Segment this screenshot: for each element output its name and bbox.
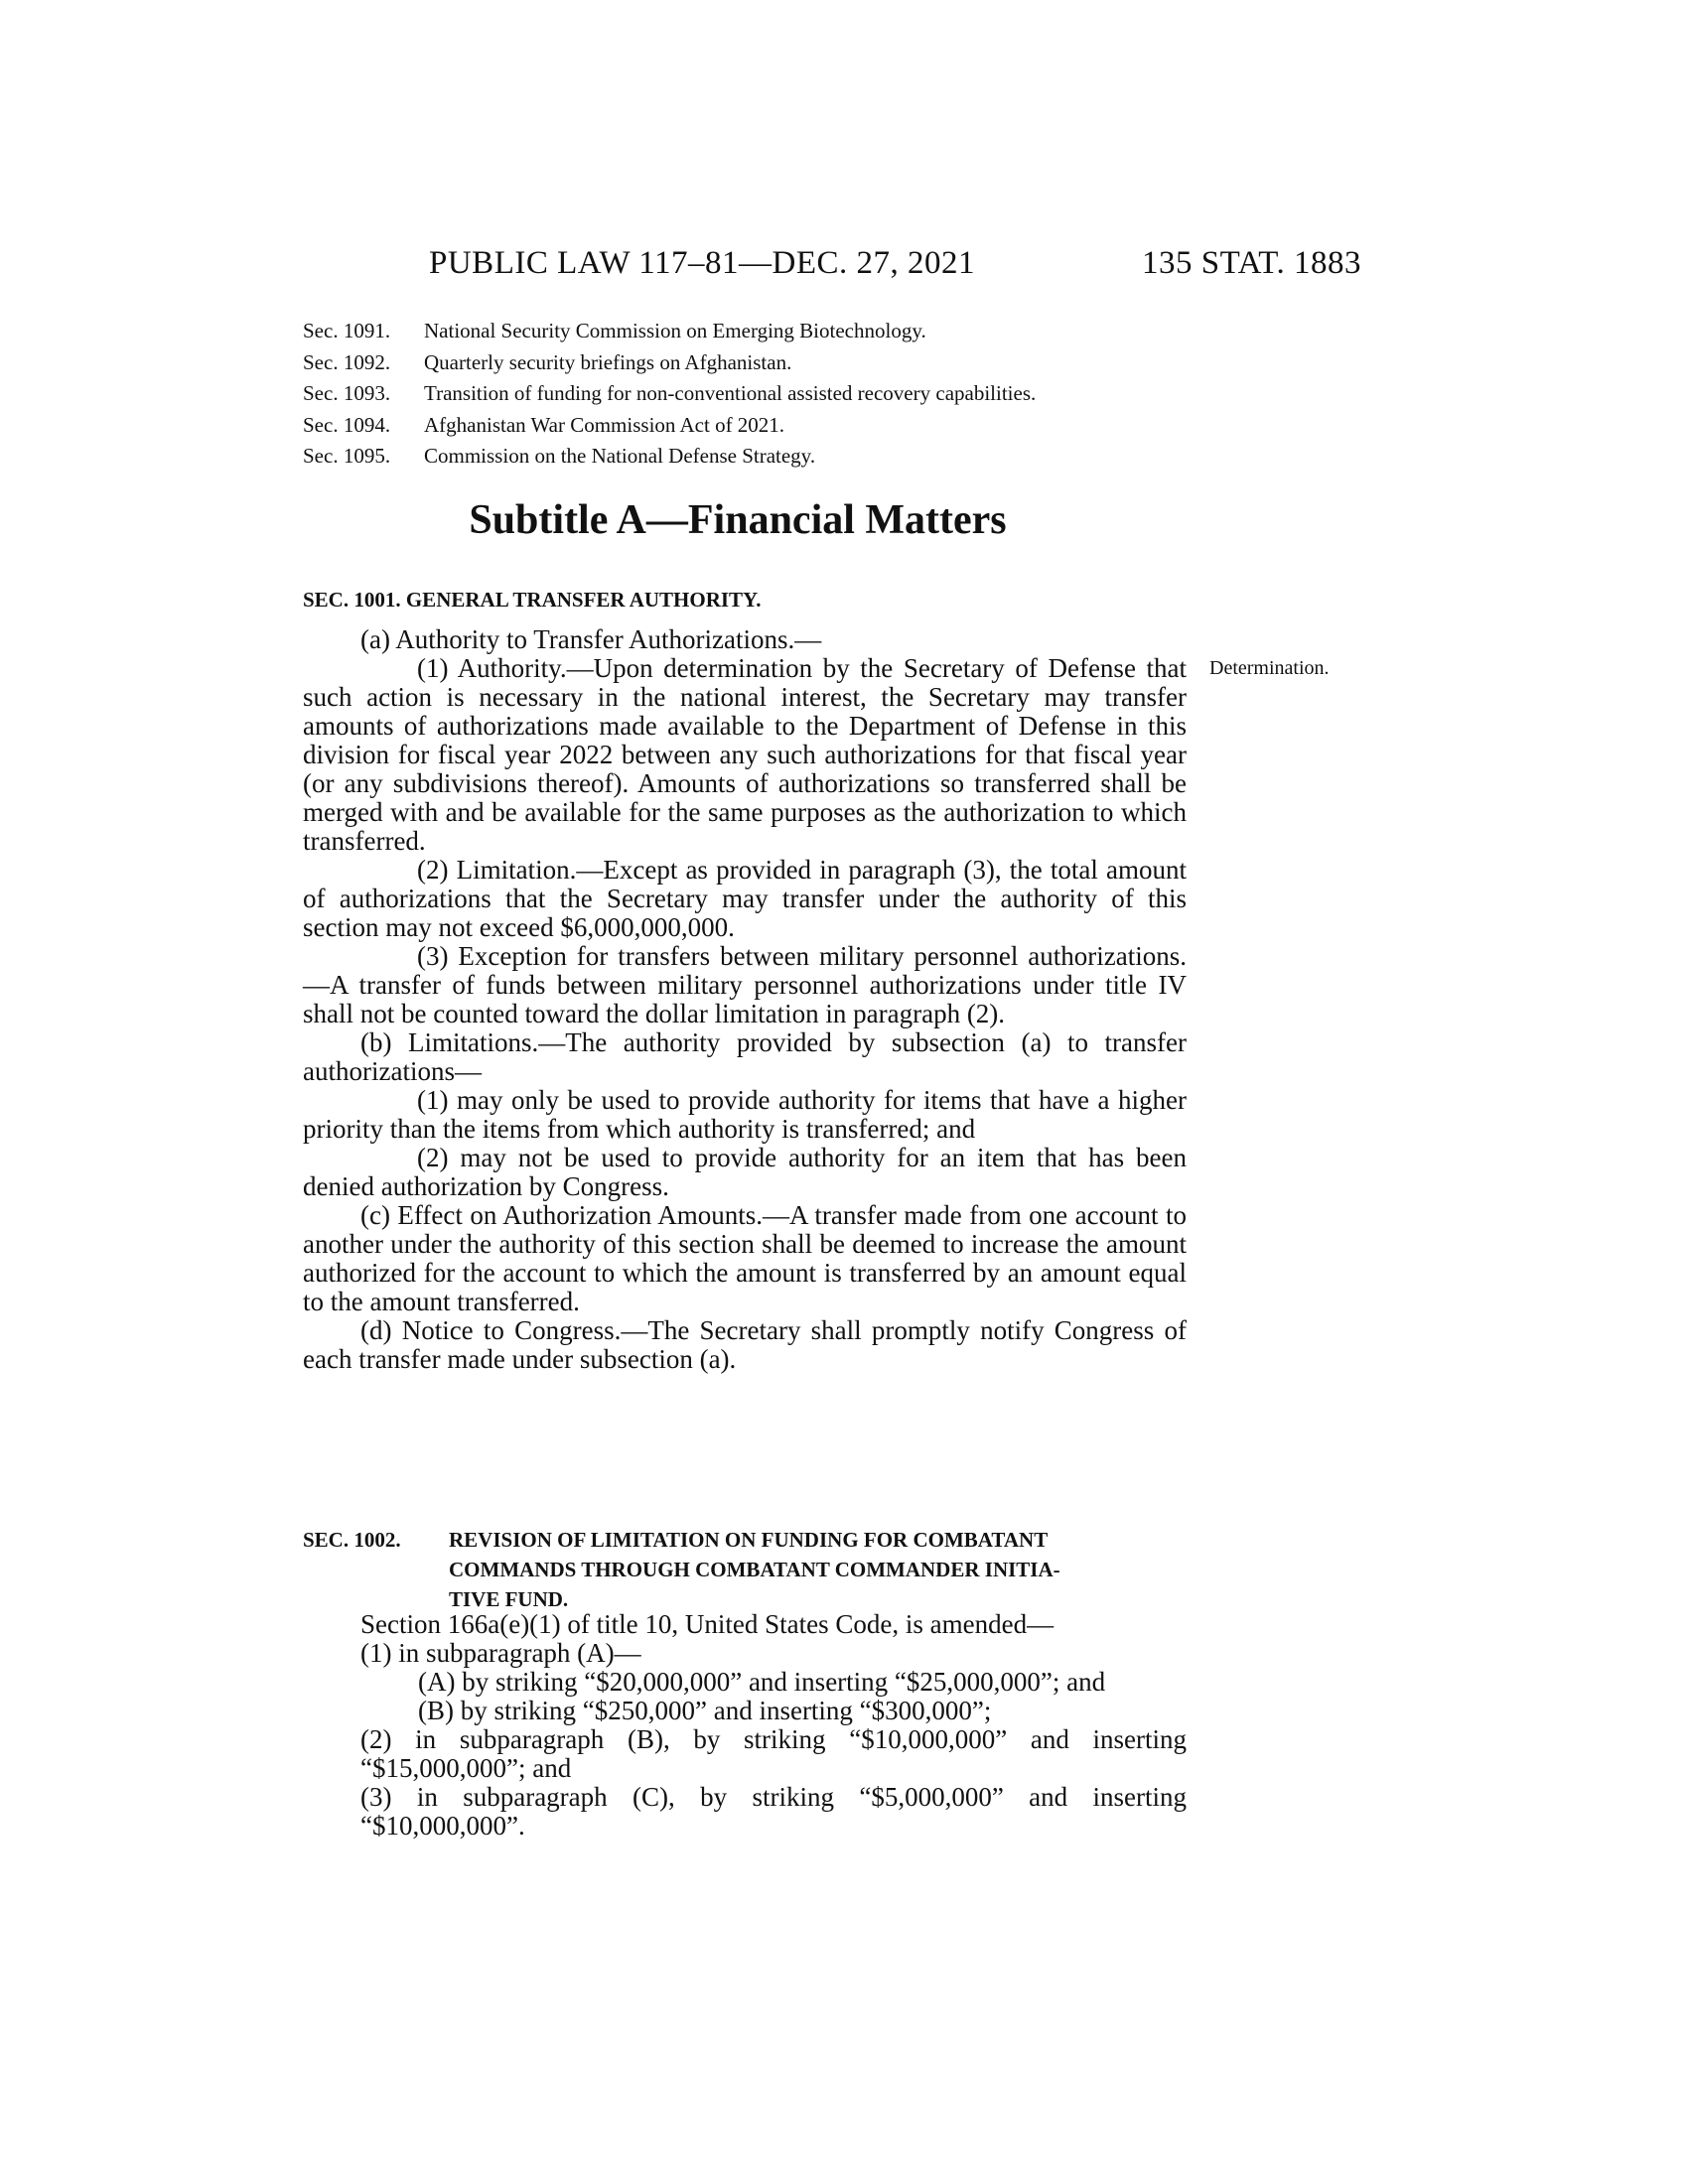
toc-item-title: Afghanistan War Commission Act of 2021.: [424, 412, 785, 437]
table-of-contents: [303, 316, 1036, 473]
subsection-d: (d) Notice to Congress.—The Secretary shall promptly notify Congress of each transfer made under subsection (a).: [303, 1315, 1187, 1374]
subtitle-heading: Subtitle A—Financial Matters: [469, 497, 1007, 543]
subparagraph-1A: (A) by striking “$20,000,000” and inserting “$25,000,000”; and: [418, 1667, 1106, 1697]
toc-item-title: National Security Commission on Emerging Biotechnology.: [424, 319, 926, 342]
toc-item: [303, 378, 1036, 410]
subparagraph-1B: (B) by striking “$250,000” and inserting “$300,000”;: [418, 1696, 992, 1725]
toc-item: [303, 441, 1036, 473]
section-1002-intro: Section 166a(e)(1) of title 10, United States Code, is amended—: [360, 1609, 1055, 1639]
paragraph-b1: (1) may only be used to provide authority for items that have a higher priority than the items from which authority is transferred; and: [303, 1085, 1187, 1144]
toc-item-number: Sec. 1093.: [303, 381, 391, 405]
toc-item-number: Sec. 1091.: [303, 319, 391, 342]
paragraph-a1: (1) Authority.—Upon determination by the Secretary of Defense that such action is necessary in the national interest, the Secretary may transfer amounts of authorizations made available to the Department of Defense in this division for fiscal year 2022 between any such authorizations for that fiscal year (or any subdivisions thereof). Amounts of authorizations so transferred shall be merged with and be available for the same purposes as the authorization to which transferred.: [303, 653, 1187, 856]
section-1001-body: [303, 625, 1187, 1374]
paragraph-b2: (2) may not be used to provide authority for an item that has been denied authorization by Congress.: [303, 1143, 1187, 1201]
toc-item-title: Quarterly security briefings on Afghanistan.: [424, 349, 792, 374]
section-1001-heading: SEC. 1001. GENERAL TRANSFER AUTHORITY.: [303, 588, 762, 612]
toc-item-number: Sec. 1094.: [303, 412, 391, 437]
toc-item: [303, 410, 1036, 442]
paragraph-1: (1) in subparagraph (A)—: [360, 1638, 641, 1668]
subsection-b: (b) Limitations.—The authority provided by subsection (a) to transfer authorizations—: [303, 1027, 1187, 1086]
paragraph-3: (3) in subparagraph (C), by striking “$5,000,000” and inserting “$10,000,000”.: [360, 1782, 1187, 1841]
section-title-line: REVISION OF LIMITATION ON FUNDING FOR COMBATANT: [449, 1528, 1049, 1552]
paragraph-a3: (3) Exception for transfers between military personnel authorizations.—A transfer of funds between military personnel authorizations under title IV shall not be counted toward the dollar limitation in paragraph (2).: [303, 941, 1187, 1028]
section-1002-heading: [303, 1525, 1187, 1614]
section-title-line: COMMANDS THROUGH COMBATANT COMMANDER INITIA-: [449, 1558, 1060, 1581]
paragraph-a2: (2) Limitation.—Except as provided in paragraph (3), the total amount of authorizations that the Secretary may transfer under the authority of this section may not exceed $6,000,000,000.: [303, 855, 1187, 942]
margin-note: Determination.: [1209, 657, 1330, 679]
toc-item-number: Sec. 1092.: [303, 349, 391, 374]
section-title-line: TIVE FUND.: [449, 1587, 569, 1611]
subsection-a: (a) Authority to Transfer Authorizations.—: [360, 624, 822, 654]
paragraph-2: (2) in subparagraph (B), by striking “$10,000,000” and inserting “$15,000,000”; and: [360, 1724, 1187, 1783]
section-1002-body: [303, 1610, 1187, 1841]
toc-item: [303, 316, 1036, 347]
toc-item: [303, 347, 1036, 379]
toc-item-title: Commission on the National Defense Strategy.: [424, 444, 816, 468]
page-number: 135 STAT. 1883: [1142, 245, 1362, 281]
section-number: SEC. 1002.: [303, 1528, 401, 1552]
running-header-title: PUBLIC LAW 117–81—DEC. 27, 2021: [429, 245, 976, 281]
subsection-c: (c) Effect on Authorization Amounts.—A transfer made from one account to another under the authority of this section shall be deemed to increase the amount authorized for the account to which the amount is transferred by an amount equal to the amount transferred.: [303, 1200, 1187, 1316]
toc-item-number: Sec. 1095.: [303, 444, 391, 468]
toc-item-title: Transition of funding for non-conventional assisted recovery capabilities.: [424, 381, 1037, 405]
